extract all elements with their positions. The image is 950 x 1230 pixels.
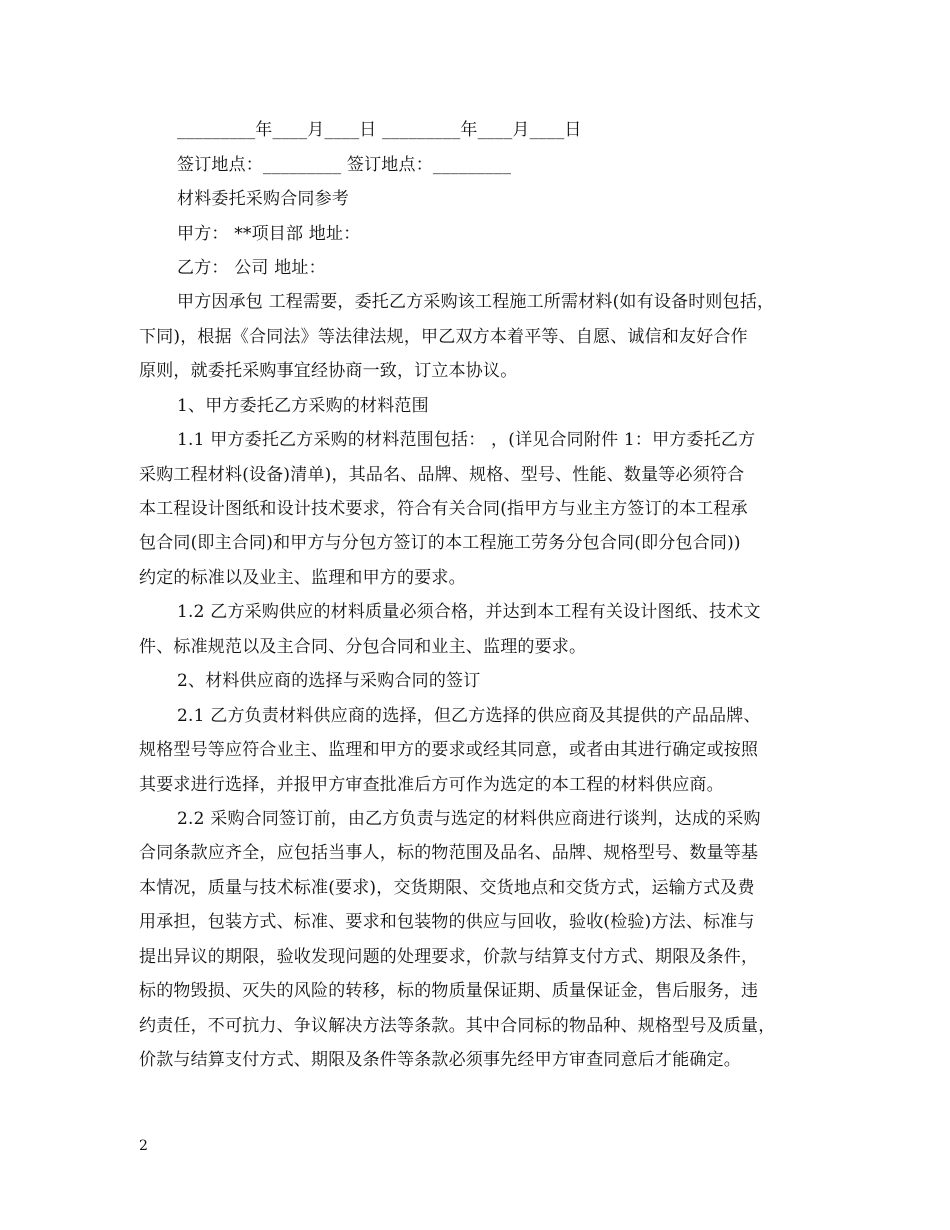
paragraph-line: 1.2 乙方采购供应的材料质量必须合格，并达到本工程有关设计图纸、技术文 (177, 602, 761, 622)
signing-place-line: 签订地点：_________ 签订地点：_________ (177, 155, 512, 175)
contract-title: 材料委托采购合同参考 (177, 189, 349, 209)
paragraph-line: 约定的标准以及业主、监理和甲方的要求。 (139, 568, 466, 588)
party-b-line: 乙方： 公司 地址： (177, 258, 326, 278)
page-number: 2 (139, 1138, 148, 1154)
paragraph-line: 本工程设计图纸和设计技术要求，符合有关合同(指甲方与业主方签订的本工程承 (139, 499, 748, 519)
paragraph-line: 件、标准规范以及主合同、分包合同和业主、监理的要求。 (139, 637, 587, 657)
paragraph-line: 2.2 采购合同签订前，由乙方负责与选定的材料供应商进行谈判，达成的采购 (177, 809, 761, 829)
paragraph-line: 提出异议的期限，验收发现问题的处理要求，价款与结算支付方式、期限及条件， (139, 947, 759, 967)
paragraph-line: 其要求进行选择，并报甲方审查批准后方可作为选定的本工程的材料供应商。 (139, 775, 724, 795)
paragraph-line: 约责任，不可抗力、争议解决方法等条款。其中合同标的物品种、规格型号及质量， (139, 1016, 776, 1036)
paragraph-line: 下同)，根据《合同法》等法律法规，甲乙双方本着平等、自愿、诚信和友好合作 (139, 327, 748, 347)
paragraph-line: 本情况，质量与技术标准(要求)，交货期限、交货地点和交货方式，运输方式及费 (139, 878, 755, 898)
paragraph-line: 原则，就委托采购事宜经协商一致，订立本协议。 (139, 361, 518, 381)
paragraph-line: 用承担，包装方式、标准、要求和包装物的供应与回收，验收(检验)方法、标准与 (139, 912, 755, 932)
party-a-line: 甲方： **项目部 地址： (177, 224, 361, 244)
paragraph-line: 2.1 乙方负责材料供应商的选择，但乙方选择的供应商及其提供的产品品牌、 (177, 706, 761, 726)
paragraph-line: 标的物毁损、灭失的风险的转移，标的物质量保证期、质量保证金，售后服务，违 (139, 981, 759, 1001)
section-heading: 2、材料供应商的选择与采购合同的签订 (177, 671, 481, 691)
signing-date-line: _________年____月____日 _________年____月____日 (177, 120, 582, 140)
paragraph-line: 价款与结算支付方式、期限及条件等条款必须事先经甲方审查同意后才能确定。 (139, 1050, 741, 1070)
paragraph-line: 甲方因承包 工程需要，委托乙方采购该工程施工所需材料(如有设备时则包括， (177, 292, 775, 312)
section-heading: 1、甲方委托乙方采购的材料范围 (177, 396, 429, 416)
paragraph-line: 1.1 甲方委托乙方采购的材料范围包括： ，(详见合同附件 1：甲方委托乙方 (177, 430, 756, 450)
paragraph-line: 合同条款应齐全，应包括当事人，标的物范围及品名、品牌、规格型号、数量等基 (139, 843, 759, 863)
paragraph-line: 采购工程材料(设备)清单)，其品名、品牌、规格、型号、性能、数量等必须符合 (139, 465, 745, 485)
paragraph-line: 规格型号等应符合业主、监理和甲方的要求或经其同意，或者由其进行确定或按照 (139, 740, 759, 760)
paragraph-line: 包合同(即主合同)和甲方与分包方签订的本工程施工劳务分包合同(即分包合同)) (139, 533, 741, 553)
